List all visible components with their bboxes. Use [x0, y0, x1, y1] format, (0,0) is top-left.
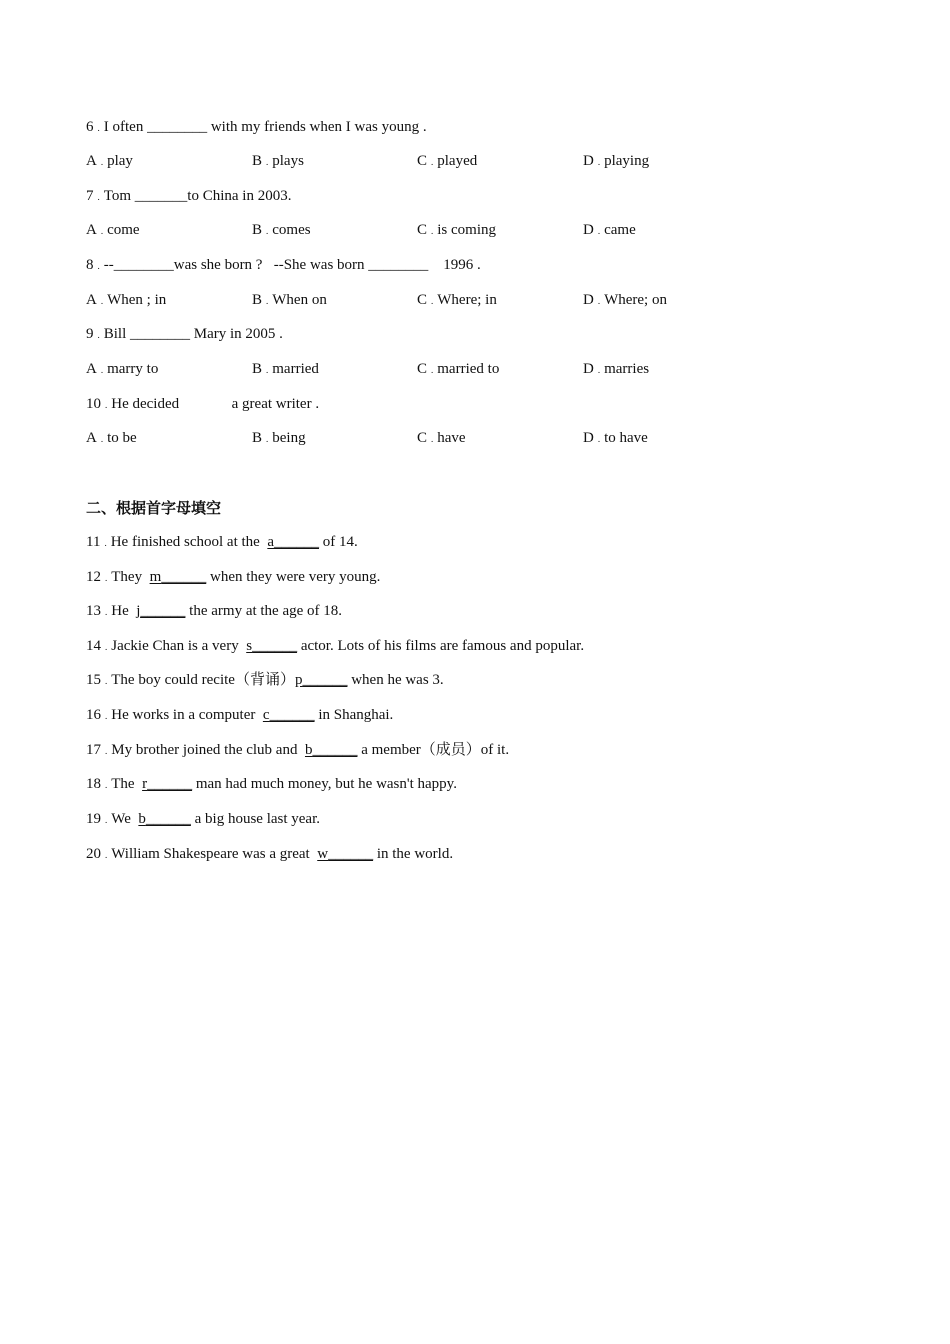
question-8-options — [86, 290, 786, 310]
option-d: D . Where; on — [583, 292, 667, 308]
question-10: 10 . He decided a great writer . — [86, 396, 320, 412]
option-b: B . being — [252, 430, 306, 446]
blank: a______ — [267, 534, 320, 550]
question-15: 15 . The boy could recite（背诵）p______ when he was 3. — [86, 672, 444, 688]
option-a: A . play — [86, 153, 133, 169]
question-7-options — [86, 220, 786, 240]
question-20: 20 . William Shakespeare was a great w______ in the world. — [86, 846, 454, 862]
question-18: 18 . The r______ man had much money, but he wasn't happy. — [86, 776, 457, 792]
option-d: D . playing — [583, 153, 650, 169]
blank: m______ — [149, 569, 207, 585]
option-b: B . married — [252, 361, 319, 377]
option-d: D . marries — [583, 361, 650, 377]
option-c: C . married to — [417, 361, 500, 377]
question-19: 19 . We b______ a big house last year. — [86, 811, 321, 827]
option-c: C . played — [417, 153, 478, 169]
question-6-options — [86, 151, 786, 171]
question-8: 8 . --________was she born ? --She was born ________ 1996 . — [86, 257, 481, 273]
blank: w______ — [317, 846, 374, 862]
question-14: 14 . Jackie Chan is a very s______ actor. Lots of his films are famous and popular. — [86, 638, 585, 654]
blank: s______ — [246, 638, 298, 654]
option-a: A . come — [86, 222, 140, 238]
option-c: C . have — [417, 430, 466, 446]
question-7: 7 . Tom _______to China in 2003. — [86, 188, 292, 204]
option-c: C . Where; in — [417, 292, 497, 308]
option-c: C . is coming — [417, 222, 497, 238]
question-16: 16 . He works in a computer c______ in Shanghai. — [86, 707, 394, 723]
question-12: 12 . They m______ when they were very young. — [86, 569, 381, 585]
question-9: 9 . Bill ________ Mary in 2005 . — [86, 326, 283, 342]
question-11: 11 . He finished school at the a______ of 14. — [86, 534, 358, 550]
blank: b______ — [304, 742, 358, 758]
option-b: B . comes — [252, 222, 311, 238]
blank: r______ — [142, 776, 193, 792]
blank: p______ — [294, 672, 348, 688]
option-a: A . marry to — [86, 361, 159, 377]
question-13: 13 . He j______ the army at the age of 18. — [86, 603, 343, 619]
option-b: B . plays — [252, 153, 304, 169]
option-a: A . to be — [86, 430, 137, 446]
blank: j______ — [136, 603, 186, 619]
question-10-options — [86, 428, 786, 448]
option-b: B . When on — [252, 292, 327, 308]
option-d: D . came — [583, 222, 636, 238]
question-6: 6 . I often ________ with my friends when I was young . — [86, 119, 427, 135]
question-17: 17 . My brother joined the club and b______ a member（成员）of it. — [86, 742, 510, 758]
option-d: D . to have — [583, 430, 648, 446]
section-title: 二、根据首字母填空 — [86, 499, 222, 517]
option-a: A . When ; in — [86, 292, 167, 308]
question-9-options — [86, 359, 786, 379]
blank: c______ — [262, 707, 315, 723]
blank: b______ — [138, 811, 191, 827]
